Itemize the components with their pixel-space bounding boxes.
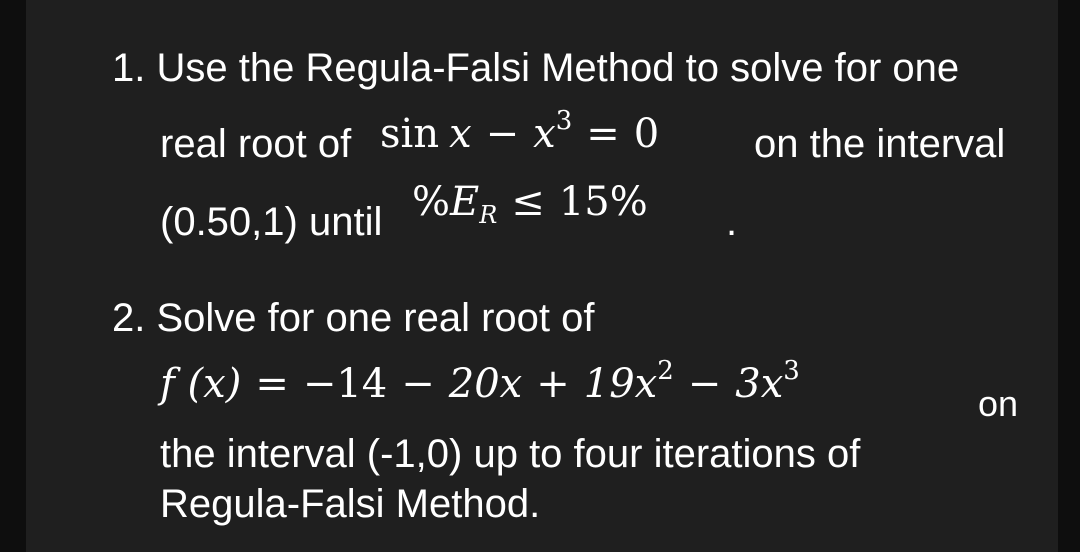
eq2-minus1: − [401,361,435,407]
eq-equals: = [586,111,620,157]
eq2-arg: (x) [187,361,242,407]
cond-value: 15% [558,179,648,225]
eq2-term4-exp: 3 [783,356,800,386]
eq2-equals: = [255,361,289,407]
eq2-plus: + [536,361,570,407]
problem1-equation [380,106,660,157]
left-border-strip [0,0,26,552]
problem1-line2-prefix: real root of [160,122,352,166]
problem2-equation [160,356,800,407]
eq2-minus2: − [687,361,722,407]
eq2-term2: 20x [448,361,523,407]
problem1-line3-prefix: (0.50,1) until [160,200,383,244]
eq2-term1: −14 [302,361,388,407]
eq2-term3-exp: 2 [657,356,674,386]
eq2-term4: 3x [735,361,784,407]
cond-percent: % [412,179,451,225]
problem1-line1-text: Use the Regula-Falsi Method to solve for one [156,46,960,90]
eq-var-x: x [449,111,472,157]
problem1-number: 1. [112,46,146,90]
eq-var-x2: x [533,111,556,157]
eq-exponent: 3 [555,106,573,136]
cond-E: E [450,179,480,225]
problem1-condition [412,179,648,229]
cond-subscript: R [479,201,498,229]
problem2-line1 [112,298,595,338]
right-border-strip [1058,0,1080,552]
problem2-line1-text: Solve for one real root of [156,296,595,340]
problem1-line1 [112,48,959,88]
problem1-period: . [726,200,738,244]
cond-leq: ≤ [511,179,545,225]
problem2-line4: Regula-Falsi Method. [160,482,541,526]
problem1-line2-suffix: on the interval [754,122,1006,166]
eq2-term3: 19x [583,361,658,407]
problem2-line3: the interval (-1,0) up to four iterations of [160,432,861,476]
problem2-on: on [978,383,1019,424]
eq-minus: − [485,111,520,157]
problem2-number: 2. [112,296,146,340]
sin-function: sin [380,111,440,157]
eq-rhs: 0 [633,111,660,157]
eq2-f: f [160,361,175,407]
